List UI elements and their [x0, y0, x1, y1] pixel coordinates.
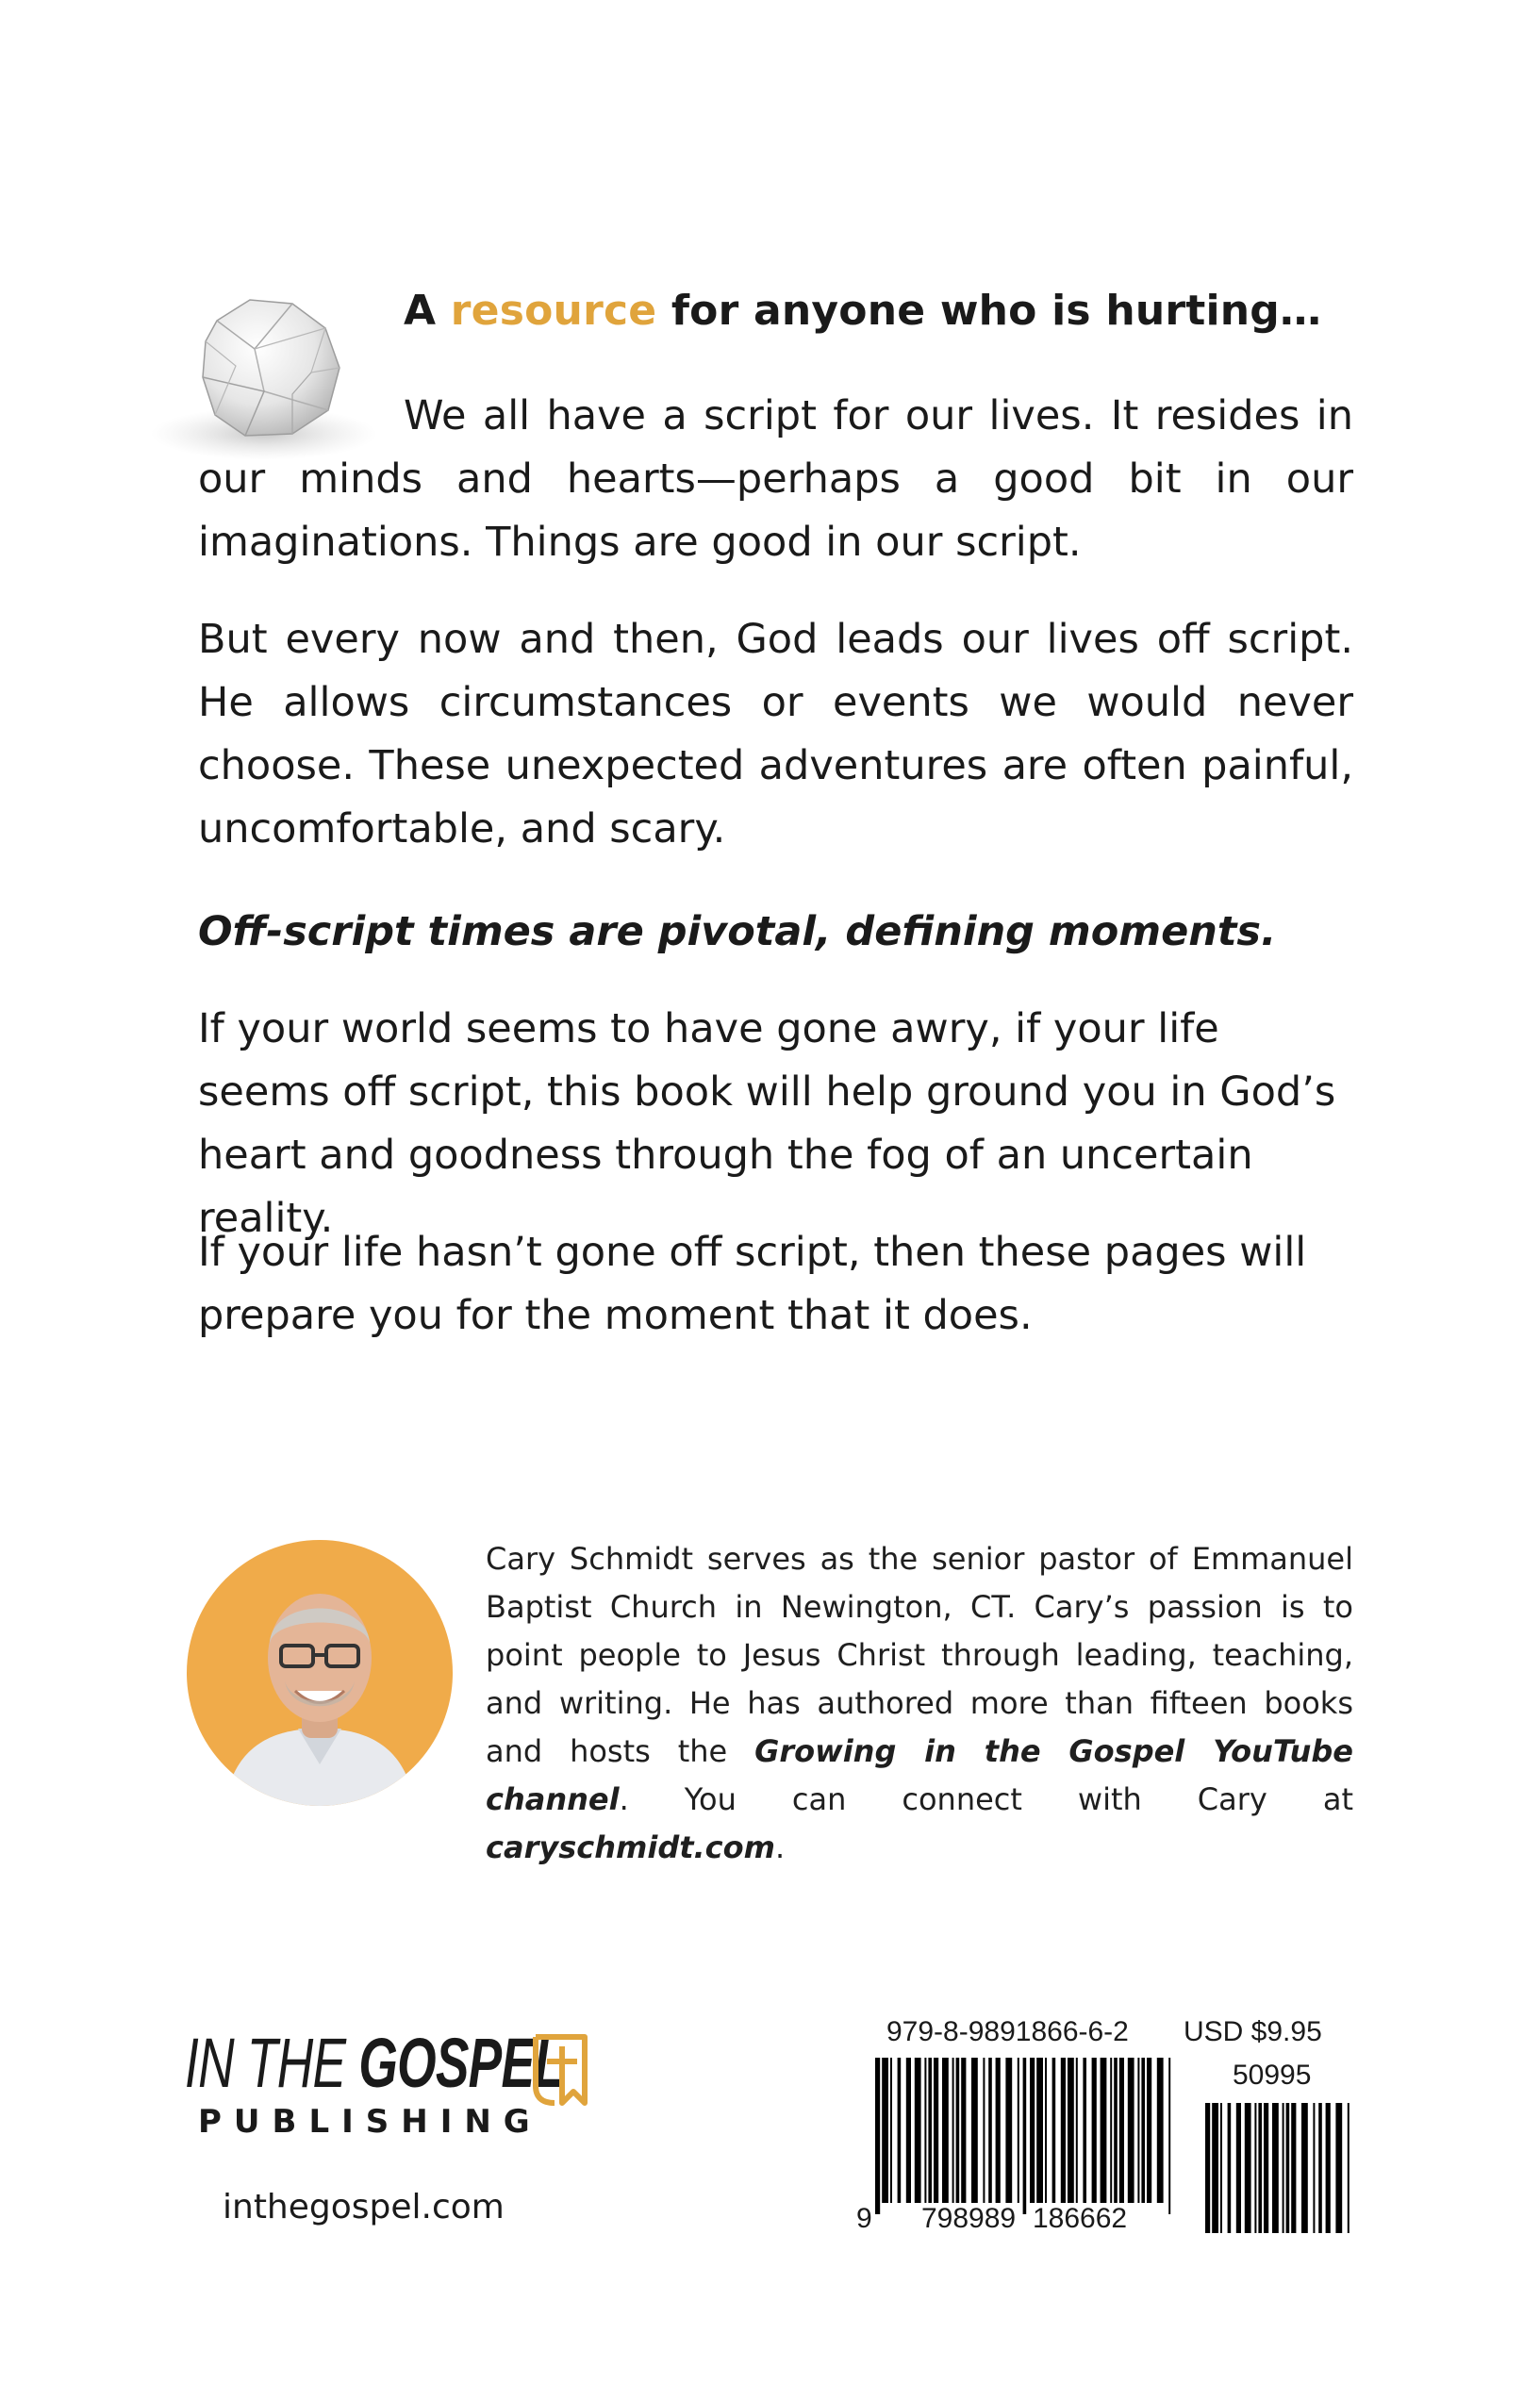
barcode-bar [983, 2058, 985, 2203]
price-label: USD $9.95 [1184, 2016, 1322, 2047]
bio-text-connect: . You can connect with Cary at [619, 1781, 1353, 1817]
barcode-bar [942, 2058, 949, 2203]
barcode-bar [875, 2058, 880, 2214]
publisher-website[interactable]: inthegospel.com [223, 2188, 505, 2226]
barcode-bar [1061, 2058, 1066, 2203]
barcode-bar [1005, 2058, 1012, 2203]
logo-thin-text: IN THE [185, 2024, 359, 2102]
author-bio [486, 1535, 1353, 1872]
barcode-bar [952, 2058, 954, 2203]
author-portrait-icon [187, 1540, 453, 1806]
barcode-bar [934, 2058, 938, 2203]
barcode-bar [1141, 2058, 1145, 2203]
barcode-right-digits: 186662 [1033, 2203, 1128, 2234]
bio-text: Cary Schmidt serves as the senior pastor of Emmanuel Baptist Church in Newington, CT. Cary’s passion is to point people to Jesus Christ through leading, teaching, and writing. He has authored more than fifteen books and hosts the [486, 1541, 1353, 1769]
isbn-barcode [849, 2009, 1358, 2244]
headline-prefix: A [404, 287, 451, 335]
barcode-bar [1137, 2058, 1139, 2203]
headline [404, 283, 1321, 339]
barcode-bar [1318, 2103, 1322, 2233]
barcode-bar [1335, 2103, 1342, 2233]
cross-bookmark-icon [530, 2029, 594, 2110]
barcode-bar [1212, 2103, 1218, 2233]
barcode-bar [971, 2058, 978, 2203]
barcode-bar [1101, 2058, 1107, 2203]
barcode-bar [890, 2058, 892, 2203]
barcode-bar [1030, 2058, 1035, 2203]
barcode-bar [924, 2058, 926, 2203]
barcode-left-digits: 798989 [921, 2203, 1017, 2234]
barcode-bar [1092, 2058, 1097, 2203]
barcode-bar [1114, 2058, 1118, 2203]
paragraph-off-script: But every now and then, God leads our lives off script. He allows circumstances or events we would never choose. These unexpected adventures are often painful, uncomfortable, and scary. [198, 616, 1353, 852]
barcode-bar [1291, 2103, 1296, 2233]
barcode-bar [1326, 2103, 1331, 2233]
barcode-bar [898, 2058, 902, 2203]
price-addon-digits: 50995 [1233, 2060, 1312, 2091]
barcode-bar [1052, 2058, 1056, 2203]
publisher-logo [185, 2026, 609, 2148]
barcode-bar [961, 2058, 966, 2203]
barcode-bar [1157, 2058, 1164, 2203]
author-website-link[interactable]: caryschmidt.com [486, 1829, 775, 1865]
barcode-bar [1272, 2103, 1279, 2233]
paragraph-prepare: If your life hasn’t gone off script, then these pages will prepare you for the moment that it does. [198, 1229, 1307, 1339]
barcode-bar [1264, 2103, 1268, 2233]
barcode-first-digit: 9 [856, 2203, 872, 2234]
barcode-bar [1045, 2058, 1047, 2203]
barcode-bar [1119, 2058, 1124, 2203]
barcode-bar [928, 2058, 932, 2203]
paragraph-intro: We all have a script for our lives. It resides in our minds and hearts—perhaps a good bit in our imaginations. Things are good in our script. [198, 392, 1353, 566]
barcode-bar [1128, 2058, 1134, 2203]
barcode-bar [1301, 2103, 1308, 2233]
barcode-bar [1348, 2103, 1350, 2233]
isbn-number: 979-8-9891866-6-2 [886, 2016, 1129, 2047]
barcode-bar [1313, 2103, 1315, 2233]
barcode-bar [988, 2058, 992, 2203]
barcode-bar [1076, 2058, 1078, 2203]
youtube-channel-link[interactable]: Growing in the Gospel YouTube channel [486, 1733, 1354, 1817]
barcode-bar [1220, 2103, 1222, 2233]
barcode-bar [915, 2058, 921, 2203]
barcode-bar [1023, 2058, 1027, 2214]
barcode-bar [1283, 2103, 1284, 2233]
barcode-bar [1110, 2058, 1112, 2203]
barcode-bar [1286, 2103, 1290, 2233]
paragraph-awry: If your world seems to have gone awry, if your life seems off script, this book will help ground you in God’s heart and goodness through the fog of an uncertain reality. [198, 1005, 1336, 1242]
barcode-bar [1236, 2103, 1241, 2233]
barcode-bar [996, 2058, 1001, 2203]
barcode-bar [1205, 2103, 1210, 2233]
logo-subtitle: PUBLISHING [198, 2103, 542, 2141]
barcode-bar [1254, 2103, 1256, 2233]
barcode-bar [1068, 2058, 1074, 2203]
logo-title [185, 2026, 564, 2101]
bio-end: . [774, 1829, 786, 1865]
logo-bold-text: GOSPEL [358, 2024, 565, 2102]
barcode-bar [1245, 2103, 1251, 2233]
paragraph-emphasis: Off-script times are pivotal, defining moments. [198, 908, 1277, 955]
barcode-bar [882, 2058, 888, 2203]
barcode-bar [1083, 2058, 1086, 2203]
barcode-bar [1147, 2058, 1151, 2203]
headline-accent: resource [450, 287, 657, 335]
barcode-bar [1258, 2103, 1262, 2233]
barcode-bar [1228, 2103, 1232, 2233]
barcode-bar [1018, 2058, 1019, 2203]
barcode-bar [956, 2058, 960, 2203]
barcode-bar [1036, 2058, 1043, 2203]
author-photo [187, 1540, 453, 1806]
barcode-bar [1168, 2058, 1170, 2214]
headline-suffix: for anyone who is hurting… [656, 287, 1322, 335]
barcode-bar [906, 2058, 911, 2203]
